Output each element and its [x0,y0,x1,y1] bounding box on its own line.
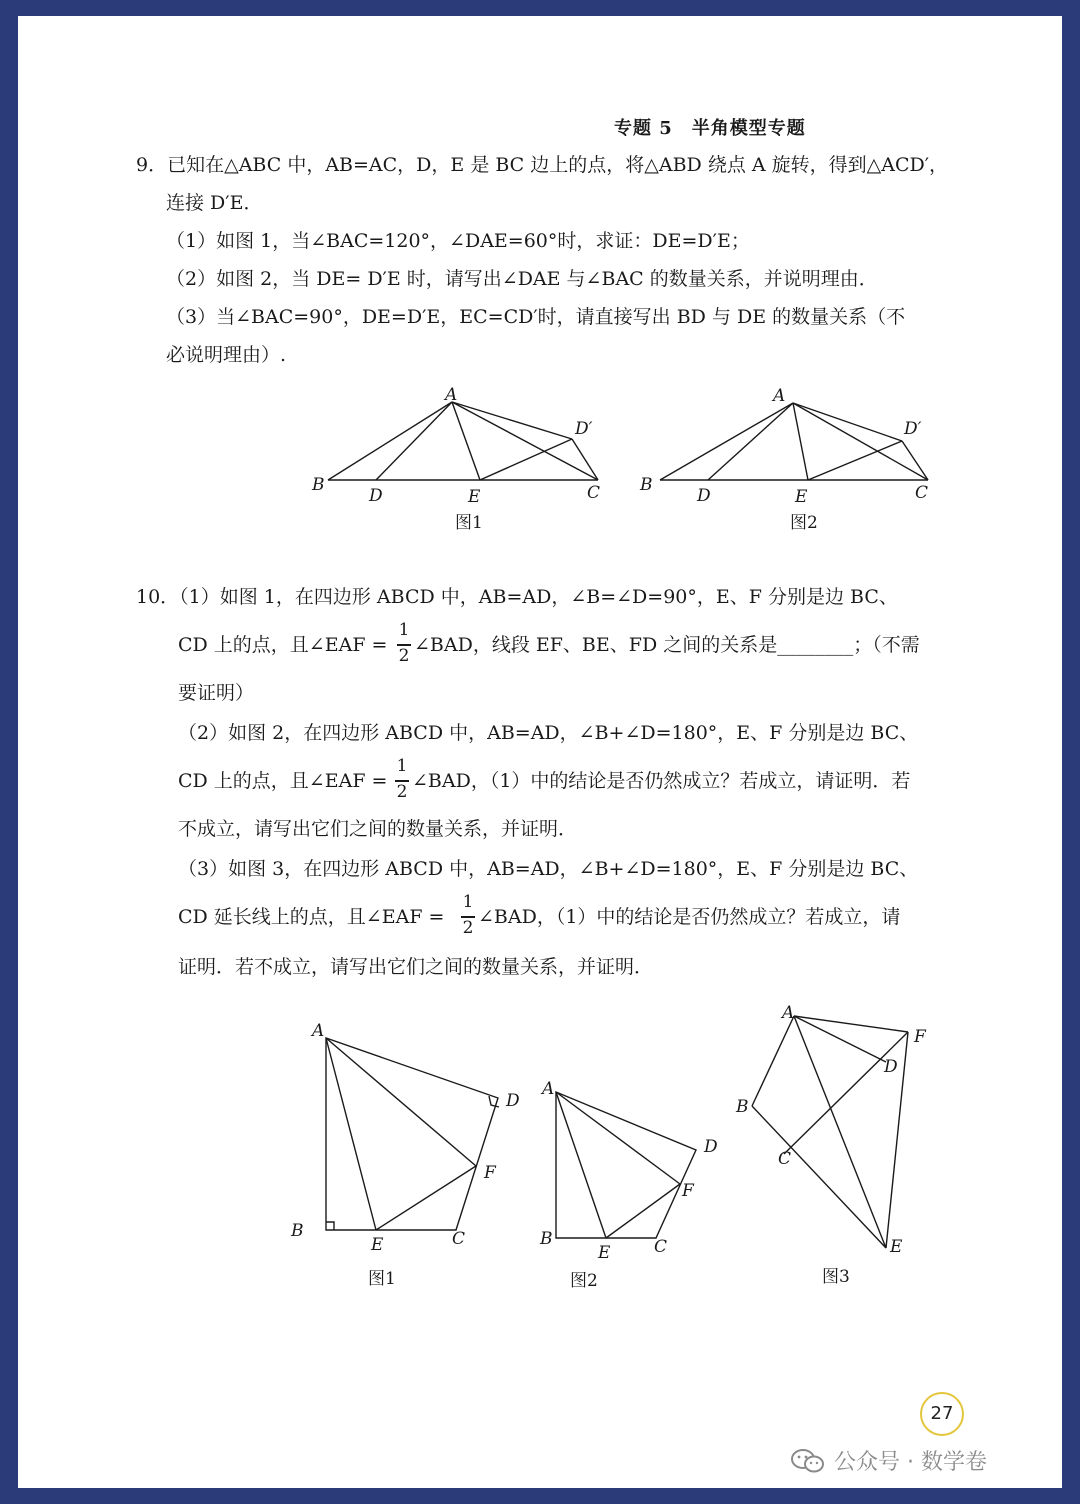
q10-figures [18,16,1062,1488]
q10-fig3-caption: 图3 [822,1267,850,1287]
q9-f2-label-D: D [697,486,711,506]
q10-line6: 不成立，请写出它们之间的数量关系，并证明． [178,818,578,840]
q9-f2-label-B: B [640,475,653,495]
q9-f1-label-A: A [445,385,458,405]
q10-f2-label-F: F [682,1181,694,1201]
q10-f3-label-D: D [884,1057,898,1077]
page [18,16,1062,1488]
section-header: 专题 5 半角模型专题 [614,118,806,139]
q10-f2-label-E: E [598,1243,611,1263]
q9-fig2-caption: 图2 [790,513,818,533]
q10-line2b: ∠BAD，线段 EF、BE、FD 之间的关系是________；（不需 [414,634,920,656]
q10-f2-label-A: A [542,1079,555,1099]
q10-f1-label-E: E [371,1235,384,1255]
q10-frac2-den: 2 [396,782,408,802]
page-number: 27 [920,1392,964,1436]
q9-f2-label-E: E [795,487,808,507]
q9-f1-label-B: B [312,475,325,495]
q10-f1-label-B: B [291,1221,304,1241]
q10-figure1 [326,1038,499,1230]
q9-f1-label-D: D [369,486,383,506]
q10-f3-label-E: E [890,1237,903,1257]
q10-line8a: CD 延长线上的点，且∠EAF = [178,906,445,928]
q10-f2-label-D: D [704,1137,718,1157]
q10-frac3-den: 2 [462,918,474,938]
q10-f1-label-D: D [506,1091,520,1111]
watermark [790,1445,987,1476]
q10-line5a: CD 上的点，且∠EAF = [178,770,388,792]
q10-f2-label-B: B [540,1229,553,1249]
q10-figure3 [752,1016,908,1248]
q9-part3a: （3）当∠BAC=90°，DE=D′E，EC=CD′时，请直接写出 BD 与 DE 的数量关系（不 [166,306,906,328]
q10-line3: 要证明） [178,682,255,704]
q10-f1-label-A: A [312,1021,325,1041]
q10-f1-label-F: F [484,1163,496,1183]
q9-line2: 连接 D′E． [166,192,263,214]
q9-f1-label-C: C [587,483,601,503]
watermark-text: 公众号 · 数学卷 [834,1450,987,1475]
q10-frac1-num: 1 [398,620,410,640]
q10-f1-label-C: C [452,1229,466,1249]
q9-fig1-caption: 图1 [455,513,483,533]
wechat-icon [790,1448,826,1474]
q9-f2-label-A: A [773,386,786,406]
q10-f3-label-F: F [914,1027,926,1047]
q10-line4: （2）如图 2，在四边形 ABCD 中，AB=AD，∠B+∠D=180°，E、F 分别是边 BC、 [178,722,919,744]
q10-line1: 10．（1）如图 1，在四边形 ABCD 中，AB=AD，∠B=∠D=90°，E、F 分别是边 BC、 [136,586,898,608]
q10-frac2-num: 1 [396,756,408,776]
q10-fig1-caption: 图1 [368,1269,396,1289]
q10-figure2 [556,1092,696,1238]
q10-f3-label-A: A [782,1003,795,1023]
q10-line9: 证明．若不成立，请写出它们之间的数量关系，并证明． [178,956,654,978]
q10-f3-label-B: B [736,1097,749,1117]
q10-line7: （3）如图 3，在四边形 ABCD 中，AB=AD，∠B+∠D=180°，E、F 分别是边 BC、 [178,858,919,880]
q10-f3-label-C: C [778,1149,792,1169]
q10-fig2-caption: 图2 [570,1271,598,1291]
q10-line8b: ∠BAD，（1）中的结论是否仍然成立？若成立，请 [478,906,901,928]
q9-part2: （2）如图 2，当 DE= D′E 时，请写出∠DAE 与∠BAC 的数量关系，并说明理由． [166,268,878,290]
q9-f1-label-E: E [468,487,481,507]
q9-f2-label-C: C [915,483,929,503]
q10-f2-label-C: C [654,1237,668,1257]
q9-part1: （1）如图 1，当∠BAC=120°，∠DAE=60°时，求证：DE=D′E； [166,230,750,252]
q10-frac1-den: 2 [398,646,410,666]
q10-frac3-num: 1 [462,892,474,912]
q9-f2-label-Dprime: D′ [904,419,922,439]
q10-line5b: ∠BAD，（1）中的结论是否仍然成立？若成立，请证明．若 [412,770,911,792]
q9-part3b: 必说明理由）. [166,344,287,366]
q10-line2a: CD 上的点，且∠EAF = [178,634,388,656]
q9-f1-label-Dprime: D′ [575,419,593,439]
q9-line1: 9．已知在△ABC 中，AB=AC，D，E 是 BC 边上的点，将△ABD 绕点 A 旋转，得到△ACD′， [136,154,949,176]
